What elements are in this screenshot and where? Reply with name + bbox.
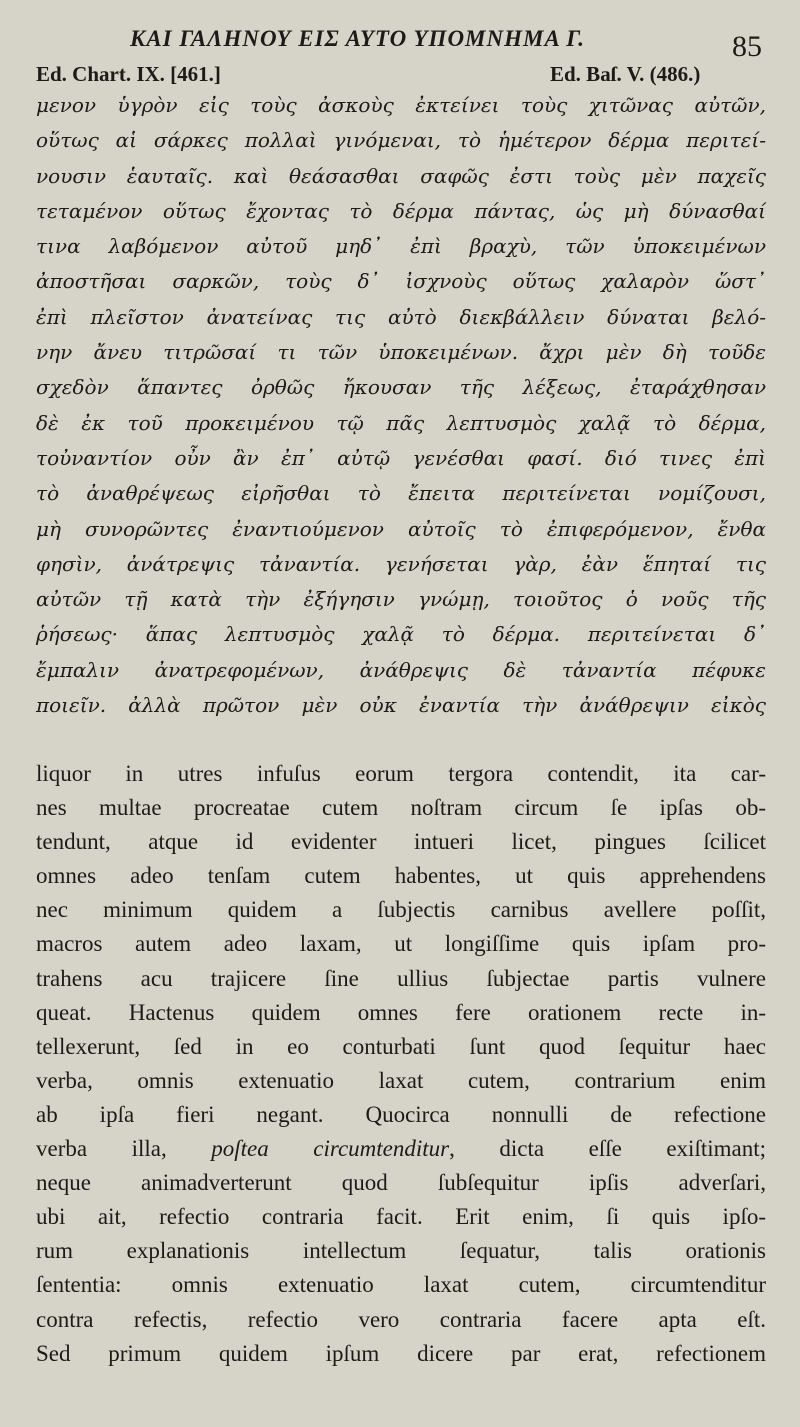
latin-text-line: trahens acu trajicere ſine ullius ſubjectae partis vulnere bbox=[36, 965, 766, 991]
greek-text-line: τινα λαβόμενον αὐτοῦ μηδ᾿ ἐπὶ βραχὺ, τῶν ὑποκειμένων bbox=[36, 234, 766, 259]
greek-text-line: ῥήσεως· ἅπας λεπτυσμὸς χαλᾷ τὸ δέρμα. περιτείνεται δ᾿ bbox=[36, 622, 766, 647]
latin-text-line: tellexerunt, ſed in eo conturbati ſunt quod ſequitur haec bbox=[36, 1033, 766, 1059]
latin-text-line: omnes adeo tenſam cutem habentes, ut quis apprehendens bbox=[36, 863, 766, 889]
latin-text-line: macros autem adeo laxam, ut longiſſime quis ipſam pro- bbox=[36, 931, 766, 957]
latin-text-span: , dicta eſſe exiſtimant; bbox=[449, 1136, 766, 1162]
latin-text-line: queat. Hactenus quidem omnes fere orationem recte in- bbox=[36, 999, 766, 1025]
latin-text-line: tendunt, atque id evidenter intueri licet, pingues ſcilicet bbox=[36, 829, 766, 855]
greek-text-line: αὐτῶν τῇ κατὰ τὴν ἐξήγησιν γνώμῃ, τοιοῦτος ὁ νοῦς τῆς bbox=[36, 587, 766, 612]
page-number: 85 bbox=[732, 30, 762, 63]
greek-text-line: νουσιν ἑαυταῖς. καὶ θεάσασθαι σαφῶς ἐστι τοὺς μὲν παχεῖς bbox=[36, 163, 766, 188]
latin-text-line: rum explanationis intellectum ſequatur, talis orationis bbox=[36, 1238, 766, 1264]
latin-text-line: neque animadverterunt quod ſubſequitur ipſis adverſari, bbox=[36, 1170, 766, 1196]
edition-reference-left: Ed. Chart. IX. [461.] bbox=[36, 62, 221, 86]
greek-text-line: ἐπὶ πλεῖστον ἀνατείνας τις αὐτὸ διεκβάλλειν δύναται βελό- bbox=[36, 304, 766, 329]
latin-text-line: liquor in utres infuſus eorum tergora contendit, ita car- bbox=[36, 761, 766, 786]
greek-text-line: τὸ ἀναθρέψεως εἰρῆσθαι τὸ ἔπειτα περιτείνεται νομίζουσι, bbox=[36, 481, 766, 506]
page-header bbox=[0, 20, 800, 64]
latin-text-line: ſententia: omnis extenuatio laxat cutem, circumtenditur bbox=[36, 1272, 766, 1298]
latin-text-line: contra refectis, refectio vero contraria facere apta eſt. bbox=[36, 1306, 766, 1332]
latin-text-block bbox=[36, 757, 766, 1371]
latin-text-span: verba illa, bbox=[36, 1136, 212, 1162]
latin-text-line: nes multae procreatae cutem noſtram circum ſe ipſas ob- bbox=[36, 795, 766, 821]
greek-text-line: ποιεῖν. ἀλλὰ πρῶτον μὲν οὐκ ἐναντία τὴν ἀνάθρεψιν εἰκὸς bbox=[36, 693, 766, 718]
greek-text-block bbox=[36, 88, 766, 723]
latin-text-line: ab ipſa fieri negant. Quocirca nonnulli de refectione bbox=[36, 1101, 766, 1127]
greek-text-line: φησὶν, ἀνάτρεψις τἀναντία. γενήσεται γὰρ, ἐὰν ἕπηταί τις bbox=[36, 551, 766, 576]
greek-text-line: τεταμένον οὕτως ἔχοντας τὸ δέρμα πάντας, ὡς μὴ δύνασθαί bbox=[36, 198, 766, 223]
latin-text-line: ubi ait, refectio contraria facit. Erit enim, ſi quis ipſo- bbox=[36, 1204, 766, 1230]
greek-text-line: μὴ συνορῶντες ἐναντιούμενον αὐτοῖς τὸ ἐπιφερόμενον, ἔνθα bbox=[36, 516, 766, 541]
running-title: ΚΑΙ ΓΑΛΗΝΟΥ ΕΙΣ ΑΥΤΟ ΥΠΟΜΝΗΜΑ Γ. bbox=[130, 26, 585, 51]
latin-text-line: verba, omnis extenuatio laxat cutem, contrarium enim bbox=[36, 1067, 766, 1093]
latin-italic-quote: poſtea circumtenditur bbox=[211, 1136, 450, 1162]
greek-text-line: ἔμπαλιν ἀνατρεφομένων, ἀνάθρεψις δὲ τἀναντία πέφυκε bbox=[36, 657, 766, 682]
greek-text-line: δὲ ἐκ τοῦ προκειμένου τῷ πᾶς λεπτυσμὸς χαλᾷ τὸ δέρμα, bbox=[36, 410, 766, 435]
latin-text-line: nec minimum quidem a ſubjectis carnibus avellere poſſit, bbox=[36, 897, 766, 923]
greek-text-line: μενον ὑγρὸν εἰς τοὺς ἀσκοὺς ἐκτείνει τοὺς χιτῶνας αὐτῶν, bbox=[36, 93, 766, 117]
greek-text-line: οὕτως αἱ σάρκες πολλαὶ γινόμεναι, τὸ ἡμέτερον δέρμα περιτεί- bbox=[36, 128, 766, 153]
edition-reference-right: Ed. Baſ. V. (486.) bbox=[550, 62, 701, 86]
latin-text-line bbox=[36, 1132, 766, 1166]
greek-text-line: νην ἄνευ τιτρῶσαί τι τῶν ὑποκειμένων. ἄχρι μὲν δὴ τοῦδε bbox=[36, 340, 766, 365]
latin-text-line: Sed primum quidem ipſum dicere par erat, refectionem bbox=[36, 1340, 766, 1366]
greek-text-line: ἀποστῆσαι σαρκῶν, τοὺς δ᾿ ἰσχνοὺς οὕτως χαλαρὸν ὥστ᾿ bbox=[36, 269, 766, 294]
greek-text-line: τοὐναντίον οὖν ἂν ἐπ᾿ αὐτῷ γενέσθαι φασί. διό τινες ἐπὶ bbox=[36, 445, 766, 470]
greek-text-line: σχεδὸν ἅπαντες ὀρθῶς ἤκουσαν τῆς λέξεως, ἐταράχθησαν bbox=[36, 375, 766, 400]
